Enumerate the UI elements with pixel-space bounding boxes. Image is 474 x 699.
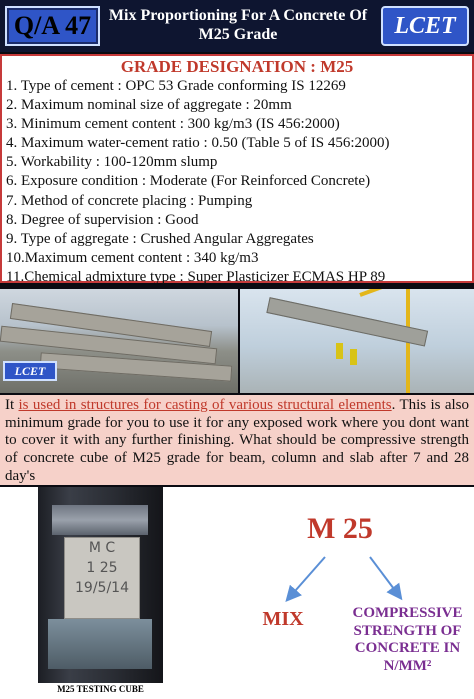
spec-item: 8. Degree of supervision : Good: [6, 211, 199, 228]
cube-marking: 19/5/14: [75, 580, 129, 596]
crane-arm: [359, 289, 445, 297]
bottom-section: [0, 487, 474, 699]
spec-item: 10.Maximum cement content : 340 kg/m3: [6, 249, 259, 266]
grade-designation: GRADE DESIGNATION : M25: [120, 57, 354, 76]
page-title: Mix Proportioning For A Concrete Of M25 Grade: [108, 7, 368, 43]
compressive-strength-label: COMPRESSIVE STRENGTH OF CONCRETE IN N/MM²: [352, 605, 463, 674]
worker-figure: [350, 349, 357, 365]
spec-item: 4. Maximum water-cement ratio : 0.50 (Table 5 of IS 456:2000): [6, 135, 390, 152]
precast-beams-photo: [0, 289, 238, 393]
header-bar: [0, 0, 474, 52]
photo-lcet-logo: LCET: [3, 361, 57, 381]
cube-marking: 1 25: [86, 560, 118, 576]
paragraph-lead: It: [5, 397, 19, 413]
mix-label: MIX: [262, 608, 304, 630]
arrow-to-strength: [370, 557, 400, 597]
cube-marking: M C: [88, 540, 116, 556]
question-paragraph: [0, 395, 474, 485]
paragraph-rest: . This is also minimum grade for you to use it for any exposed work where you dont want to cover it with any further finishing. What should be compressive strength of concrete cube of M25 grade for beam, column and slab after 7 and 28 day's: [5, 397, 469, 484]
arrow-to-mix: [288, 557, 325, 599]
hanging-beam: [266, 297, 428, 346]
spec-item: 2. Maximum nominal size of aggregate : 20mm: [6, 97, 292, 114]
crane-lifting-photo: [240, 289, 474, 393]
spec-item: 7. Method of concrete placing : Pumping: [6, 192, 253, 209]
spec-list: [2, 77, 472, 287]
spec-item: 5. Workability : 100-120mm slump: [6, 154, 218, 171]
spec-item: 9. Type of aggregate : Crushed Angular Aggregates: [6, 230, 314, 247]
spec-item: 11.Chemical admixture type : Super Plasticizer ECMAS HP 89: [6, 268, 386, 285]
m25-label: M 25: [307, 512, 373, 545]
cube-caption: M25 TESTING CUBE: [57, 684, 144, 694]
lcet-logo: LCET: [381, 6, 469, 46]
paragraph-highlight: is used in structures for casting of various structural elements: [18, 397, 392, 413]
spec-item: 6. Exposure condition : Moderate (For Reinforced Concrete): [6, 173, 371, 190]
spec-item: 3. Minimum cement content : 300 kg/m3 (IS 456:2000): [6, 116, 340, 133]
worker-figure: [336, 343, 343, 359]
qa-badge: Q/A 47: [5, 6, 100, 46]
spec-panel: [0, 54, 474, 283]
spec-item: 1. Type of cement : OPC 53 Grade conforming IS 12269: [6, 78, 346, 94]
